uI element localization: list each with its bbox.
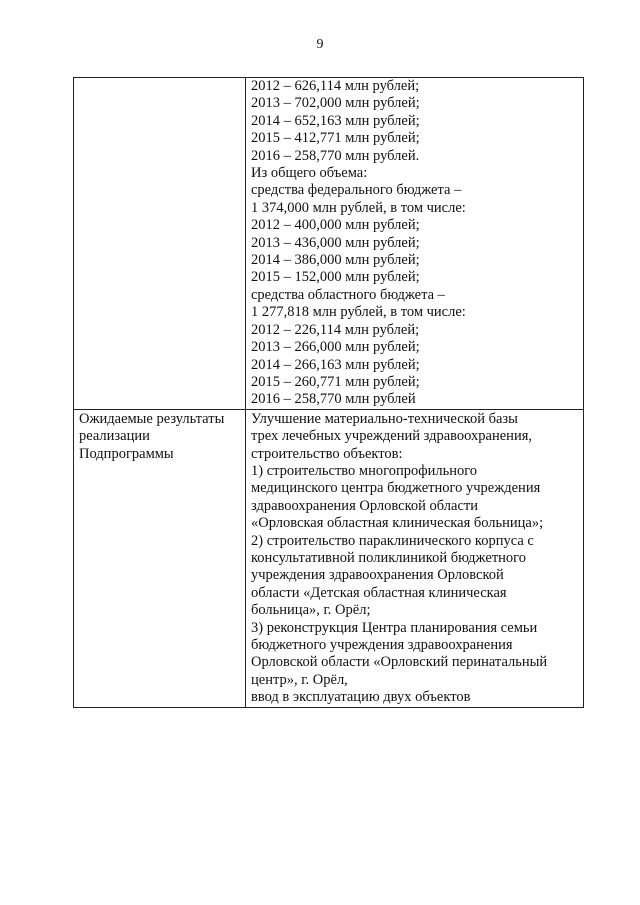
financing-label-cell bbox=[74, 78, 246, 410]
results-line-1: Улучшение материально-технической базы bbox=[251, 410, 518, 427]
results-line-7: «Орловская областная клиническая больница»; bbox=[251, 515, 544, 532]
results-line-16: центр», г. Орёл, bbox=[251, 671, 348, 688]
expected-results-label-line-2: реализации bbox=[79, 428, 150, 445]
financing-line-federal-2013: 2013 – 436,000 млн рублей; bbox=[251, 234, 420, 251]
financing-line-regional-2016: 2016 – 258,770 млн рублей bbox=[251, 391, 416, 408]
financing-line-2015-total: 2015 – 412,771 млн рублей; bbox=[251, 130, 420, 147]
financing-line-federal-2015: 2015 – 152,000 млн рублей; bbox=[251, 269, 420, 286]
financing-line-regional-2015: 2015 – 260,771 млн рублей; bbox=[251, 373, 420, 390]
financing-line-2012-total: 2012 – 626,114 млн рублей; bbox=[251, 78, 420, 94]
results-line-11: области «Детская областная клиническая bbox=[251, 584, 507, 601]
expected-results-label-line-3: Подпрограммы bbox=[79, 445, 174, 462]
table-row-expected-results bbox=[74, 409, 584, 707]
results-line-5: медицинского центра бюджетного учреждения bbox=[251, 480, 541, 497]
results-line-6: здравоохранения Орловской области bbox=[251, 497, 478, 514]
financing-line-regional-2013: 2013 – 266,000 млн рублей; bbox=[251, 339, 420, 356]
results-line-3: строительство объектов: bbox=[251, 445, 403, 462]
results-line-9: консультативной поликлиникой бюджетного bbox=[251, 549, 526, 566]
results-line-8: 2) строительство параклинического корпуса с bbox=[251, 532, 534, 549]
results-line-15: Орловской области «Орловский перинатальный bbox=[251, 654, 548, 671]
results-line-14: бюджетного учреждения здравоохранения bbox=[251, 637, 513, 653]
financing-line-regional-2012: 2012 – 226,114 млн рублей; bbox=[251, 321, 420, 338]
table-row-financing bbox=[74, 78, 584, 410]
expected-results-label-line-1: Ожидаемые результаты bbox=[79, 410, 225, 427]
results-line-17: ввод в эксплуатацию двух объектов bbox=[251, 689, 471, 706]
page-number: 9 bbox=[316, 37, 324, 52]
results-line-13: 3) реконструкция Центра планирования семьи bbox=[251, 619, 538, 636]
financing-line-federal-heading: средства федерального бюджета – bbox=[251, 182, 462, 199]
results-line-10: учреждения здравоохранения Орловской bbox=[251, 567, 504, 584]
financing-line-regional-2014: 2014 – 266,163 млн рублей; bbox=[251, 356, 420, 373]
financing-line-federal-total: 1 374,000 млн рублей, в том числе: bbox=[251, 199, 466, 216]
financing-line-of-total: Из общего объема: bbox=[251, 165, 368, 182]
financing-line-2013-total: 2013 – 702,000 млн рублей; bbox=[251, 95, 420, 112]
results-line-12: больница», г. Орёл; bbox=[251, 602, 371, 619]
financing-line-regional-heading: средства областного бюджета – bbox=[251, 286, 445, 303]
financing-line-2014-total: 2014 – 652,163 млн рублей; bbox=[251, 112, 420, 129]
financing-line-2016-total: 2016 – 258,770 млн рублей. bbox=[251, 147, 420, 164]
results-line-2: трех лечебных учреждений здравоохранения, bbox=[251, 428, 533, 445]
expected-results-label-cell bbox=[74, 409, 246, 707]
results-line-4: 1) строительство многопрофильного bbox=[251, 462, 478, 479]
subprogram-passport-table bbox=[73, 77, 584, 708]
financing-line-regional-total: 1 277,818 млн рублей, в том числе: bbox=[251, 304, 466, 321]
expected-results-text-cell bbox=[246, 409, 584, 707]
financing-line-federal-2012: 2012 – 400,000 млн рублей; bbox=[251, 217, 420, 234]
financing-line-federal-2014: 2014 – 386,000 млн рублей; bbox=[251, 252, 420, 269]
financing-values-cell bbox=[246, 78, 584, 410]
